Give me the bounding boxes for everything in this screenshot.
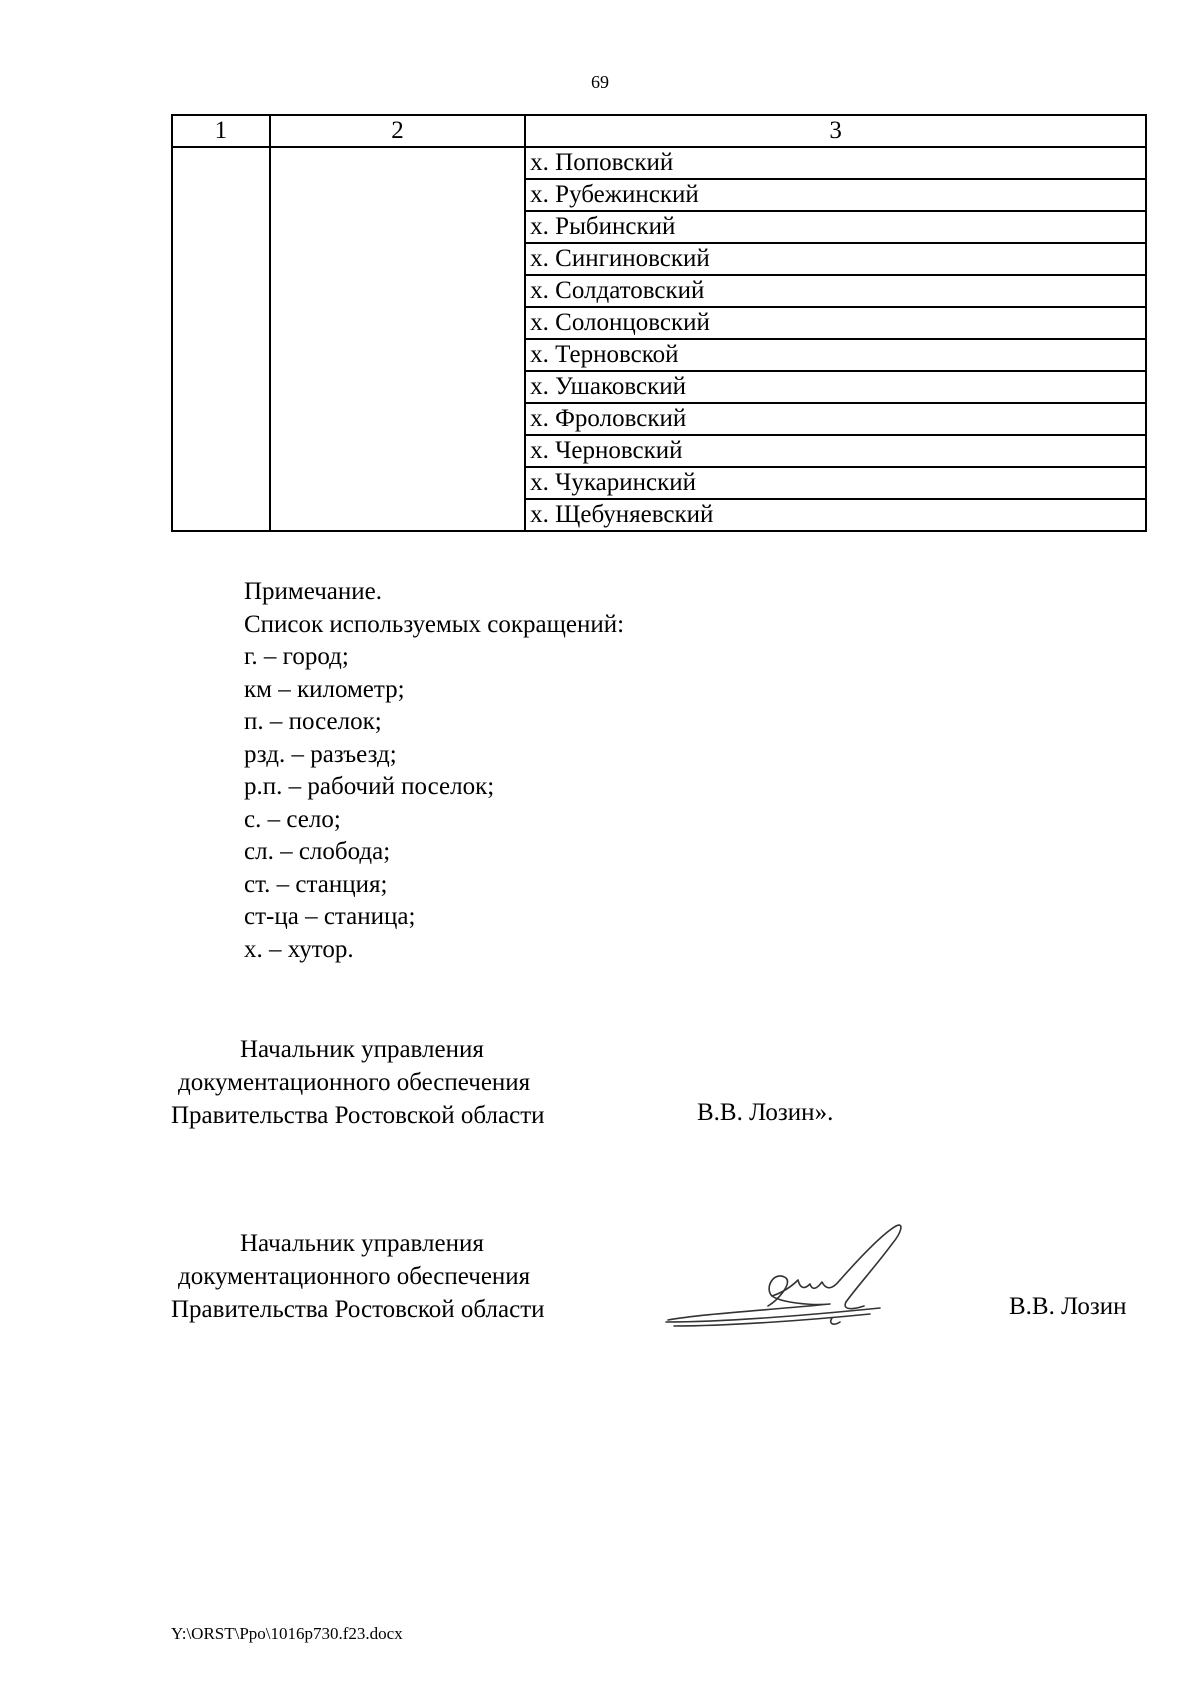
settlement-name: х. Поповский	[525, 147, 1146, 179]
settlement-name: х. Рубежинский	[525, 179, 1146, 211]
settlement-name: х. Сингиновский	[525, 243, 1146, 275]
abbreviation-list	[244, 641, 624, 966]
settlement-name: х. Фроловский	[525, 403, 1146, 435]
settlement-name: х. Чукаринский	[525, 467, 1146, 499]
settlement-name: х. Щебуняевский	[525, 499, 1146, 531]
table-header-row	[172, 115, 1146, 147]
table-header-cell: 3	[525, 115, 1146, 147]
position-line-3: Правительства Ростовской области	[171, 1296, 545, 1323]
page-number: 69	[591, 72, 609, 92]
abbreviation-item: сл. – слобода;	[244, 838, 391, 865]
abbreviation-item: п. – поселок;	[244, 708, 382, 735]
note-title: Примечание.	[244, 578, 383, 605]
signature-block-2	[171, 1227, 545, 1326]
abbreviation-item: км – километр;	[244, 675, 405, 703]
abbreviation-item: г. – город;	[244, 643, 349, 670]
signatory-name-2: В.В. Лозин	[1009, 1293, 1127, 1320]
position-line-1: Начальник управления	[240, 1230, 484, 1257]
settlement-name: х. Ушаковский	[525, 371, 1146, 403]
settlements-table	[171, 114, 1147, 532]
table-body	[172, 147, 1146, 531]
settlement-name: х. Рыбинский	[525, 211, 1146, 243]
settlement-name: х. Черновский	[525, 435, 1146, 467]
signature-block-1	[171, 1033, 545, 1132]
handwritten-signature-icon	[660, 1218, 950, 1338]
table-cell-col2	[270, 147, 525, 531]
abbreviation-item: х. – хутор.	[244, 935, 354, 963]
table-header-cell: 2	[270, 115, 525, 147]
abbreviation-item: ст. – станция;	[244, 870, 388, 898]
note-subtitle: Список используемых сокращений:	[244, 610, 625, 638]
table-cell-col1	[172, 147, 270, 531]
position-line-3: Правительства Ростовской области	[171, 1102, 545, 1129]
table-header-cell: 1	[172, 115, 270, 147]
position-line-2: документационного обеспечения	[178, 1263, 531, 1290]
settlement-name: х. Солонцовский	[525, 307, 1146, 339]
settlement-name: х. Терновской	[525, 339, 1146, 371]
position-line-1: Начальник управления	[240, 1036, 484, 1063]
abbreviation-item: р.п. – рабочий поселок;	[244, 773, 495, 800]
abbreviation-item: с. – село;	[244, 805, 341, 833]
table-row	[172, 147, 1146, 179]
file-path-footer: Y:\ORST\Ppo\1016p730.f23.docx	[171, 1624, 403, 1643]
abbreviations-note	[244, 576, 624, 966]
signatory-name-1: В.В. Лозин».	[697, 1099, 834, 1126]
abbreviation-item: ст-ца – станица;	[244, 903, 416, 930]
settlement-name: х. Солдатовский	[525, 275, 1146, 307]
position-line-2: документационного обеспечения	[178, 1069, 531, 1096]
abbreviation-item: рзд. – разъезд;	[244, 740, 397, 768]
